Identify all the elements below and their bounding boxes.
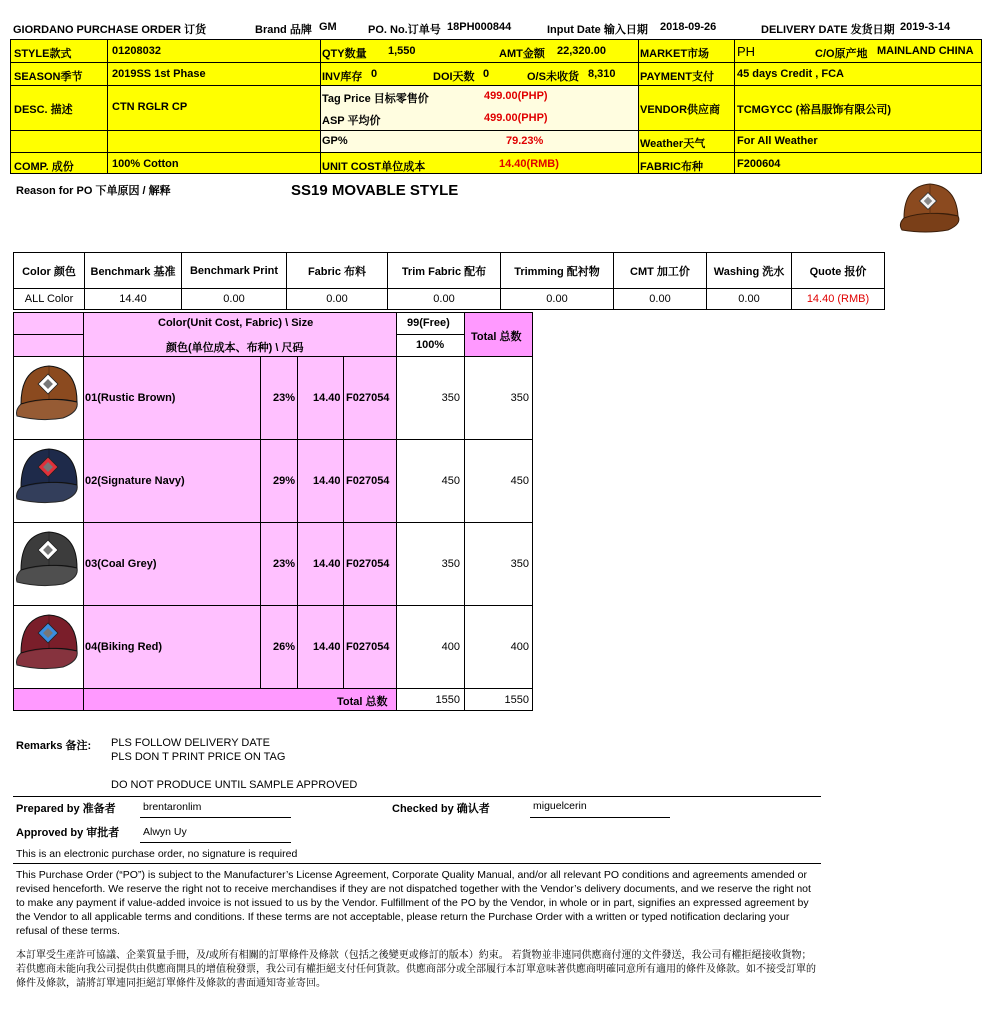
color-unit-cost: 14.40 (313, 392, 341, 404)
electronic-note: This is an electronic purchase order, no signature is required (16, 848, 298, 860)
cost-value-cell: 0.00 (388, 289, 501, 310)
cost-header-row (14, 253, 885, 289)
market-value: PH (737, 44, 756, 59)
delivery-date-label: DELIVERY DATE 发货日期 (761, 24, 895, 36)
cost-header-cell: Fabric 布料 (287, 253, 388, 289)
fabric-value: F200604 (737, 158, 781, 170)
row-total: 350 (510, 392, 529, 404)
qty-value: 1,550 (388, 45, 416, 57)
cost-header-cell: Trim Fabric 配布 (388, 253, 501, 289)
cost-value-row (14, 289, 885, 310)
desc-value: CTN RGLR CP (112, 101, 188, 113)
delivery-date-value: 2019-3-14 (900, 21, 951, 33)
gp-cell-bg (320, 130, 638, 152)
style-label: STYLE款式 (14, 48, 72, 60)
color-percent: 29% (273, 475, 296, 487)
color-fabric: F027054 (346, 475, 390, 487)
size-breakdown-table (13, 312, 533, 711)
vendor-label: VENDOR供应商 (640, 104, 721, 116)
unit-cost-label: UNIT COST单位成本 (322, 161, 426, 173)
input-date-label: Input Date 输入日期 (547, 24, 648, 36)
desc-label: DESC. 描述 (14, 104, 73, 116)
cap-thumbnail (15, 443, 81, 519)
cost-value-cell: 0.00 (501, 289, 614, 310)
size-header-cn: 颜色(单位成本、布种) \ 尺码 (166, 342, 304, 354)
product-cap-image (896, 180, 968, 238)
remarks-line-2: PLS DON T PRINT PRICE ON TAG (111, 751, 286, 763)
total-header: Total 总数 (471, 331, 522, 343)
cost-header-cell: CMT 加工价 (614, 253, 707, 289)
size-label: 99(Free) (407, 317, 450, 329)
payment-value: 45 days Credit , FCA (737, 68, 844, 80)
season-value: 2019SS 1st Phase (112, 68, 206, 80)
row-total: 450 (510, 475, 529, 487)
qty-label: QTY数量 (322, 48, 367, 60)
color-unit-cost: 14.40 (313, 641, 341, 653)
reason-label: Reason for PO 下单原因 / 解释 (16, 185, 171, 197)
quote-value-cell: 14.40 (RMB) (792, 289, 885, 310)
cap-thumbnail (15, 609, 81, 685)
color-name: 04(Biking Red) (85, 641, 163, 653)
cost-breakdown-table (13, 252, 885, 310)
inv-value: 0 (371, 68, 378, 80)
checked-value: miguelcerin (533, 800, 587, 812)
color-unit-cost: 14.40 (313, 475, 341, 487)
po-title: GIORDANO PURCHASE ORDER 订货 (13, 24, 207, 36)
legal-terms-english: This Purchase Order (“PO”) is subject to the Manufacturer’s License Agreement, Corporate Quality Manual, and/or all relevant PO conditions and agreements amended or revised henceforth. We reserve the right not to receive merchandises if they are not dispatched together with the Vendor’s delivery documents, and we reserve the right not to make any payment if value-added invoice is not issued to us by the Vendor. Fulfillment of the PO by the Vendor, in whole or in part, signifies an expressed agreement by the Vendor to all applicable terms and conditions. If these terms are not acceptable, please return the Purchase Order with a written or typed notification declaring your refusal of these terms. (16, 869, 811, 937)
grand-total-value: 1550 (504, 694, 529, 706)
po-info-grid (10, 39, 982, 174)
comp-label: COMP. 成份 (14, 161, 74, 173)
grand-total-qty: 1550 (435, 694, 460, 706)
signature-line (140, 842, 291, 843)
color-fabric: F027054 (346, 641, 390, 653)
cost-header-cell: Benchmark Print (182, 253, 287, 289)
approved-value: Alwyn Uy (143, 826, 187, 838)
legal-terms-chinese: 本訂單受生產許可協議、企業質量手冊，及/或所有相關的訂單條件及條款（包括之後變更或修訂的版本）約束。 若貨物並非連同供應商付運的文件發送，我公司有權拒絕接收貨物；若供應商未能向我公司提供由供應商開具的增值稅發票，我公司有權拒絕支付任何貨款。供應商部分或全部履行本訂單意味著供應商明確同意所有適用的條件及條款。如不接受訂單的條件及條款，請將訂單連同拒絕訂單條件及條款的書面通知寄並寄回。 (16, 950, 816, 989)
cap-thumbnail (15, 526, 81, 602)
cost-value-cell: ALL Color (14, 289, 85, 310)
signature-line (530, 817, 670, 818)
cost-header-cell: Quote 报价 (792, 253, 885, 289)
approved-label: Approved by 审批者 (16, 827, 120, 839)
origin-label: C/O原产地 (815, 48, 868, 60)
cost-header-cell: Trimming 配衬物 (501, 253, 614, 289)
size-qty: 400 (441, 641, 460, 653)
size-percent: 100% (416, 339, 445, 351)
color-unit-cost: 14.40 (313, 558, 341, 570)
cost-header-cell: Benchmark 基准 (85, 253, 182, 289)
inv-label: INV库存 (322, 71, 363, 83)
market-label: MARKET市场 (640, 48, 710, 60)
cost-value-cell: 0.00 (614, 289, 707, 310)
cost-header-cell: Color 颜色 (14, 253, 85, 289)
size-qty: 450 (441, 475, 460, 487)
cost-header-cell: Washing 洗水 (707, 253, 792, 289)
doi-label: DOI天数 (433, 71, 475, 83)
amt-label: AMT金额 (499, 48, 545, 60)
po-number-value: 18PH000844 (447, 21, 512, 33)
size-qty: 350 (441, 558, 460, 570)
color-percent: 26% (273, 641, 296, 653)
row-total: 400 (510, 641, 529, 653)
cost-value-cell: 0.00 (182, 289, 287, 310)
asp-label: ASP 平均价 (322, 115, 381, 127)
os-value: 8,310 (588, 68, 616, 80)
checked-label: Checked by 确认者 (392, 803, 490, 815)
row-total: 350 (510, 558, 529, 570)
amt-value: 22,320.00 (557, 45, 606, 57)
color-name: 03(Coal Grey) (85, 558, 157, 570)
color-fabric: F027054 (346, 558, 390, 570)
brand-value: GM (319, 21, 337, 33)
remarks-line-1: PLS FOLLOW DELIVERY DATE (111, 737, 270, 749)
payment-label: PAYMENT支付 (640, 71, 714, 83)
color-percent: 23% (273, 558, 296, 570)
asp-value: 499.00(PHP) (484, 112, 548, 124)
grand-total-label: Total 总数 (337, 696, 388, 708)
origin-value: MAINLAND CHINA (877, 45, 974, 57)
gp-value: 79.23% (506, 135, 544, 147)
brand-label: Brand 品牌 (255, 24, 312, 36)
comp-value: 100% Cotton (112, 158, 179, 170)
style-value: 01208032 (112, 45, 161, 57)
color-name: 02(Signature Navy) (85, 475, 185, 487)
tag-price-label: Tag Price 目标零售价 (322, 93, 429, 105)
divider (13, 796, 821, 797)
color-percent: 23% (273, 392, 296, 404)
cost-value-cell: 0.00 (287, 289, 388, 310)
cap-thumbnail (15, 360, 81, 436)
fabric-label: FABRIC布种 (640, 161, 703, 173)
weather-label: Weather天气 (640, 138, 706, 150)
divider (13, 863, 821, 864)
color-name: 01(Rustic Brown) (85, 392, 176, 404)
color-fabric: F027054 (346, 392, 390, 404)
remarks-line-3: DO NOT PRODUCE UNTIL SAMPLE APPROVED (111, 779, 358, 791)
doi-value: 0 (483, 68, 490, 80)
gp-label: GP% (322, 135, 348, 147)
signature-line (140, 817, 291, 818)
vendor-value: TCMGYCC (裕昌服饰有限公司) (737, 104, 891, 116)
os-label: O/S未收货 (527, 71, 579, 83)
size-header-en: Color(Unit Cost, Fabric) \ Size (158, 317, 314, 329)
season-label: SEASON季节 (14, 71, 83, 83)
cost-value-cell: 14.40 (85, 289, 182, 310)
unit-cost-value: 14.40(RMB) (499, 158, 559, 170)
prepared-value: brentaronlim (143, 801, 202, 813)
size-qty: 350 (441, 392, 460, 404)
cost-value-cell: 0.00 (707, 289, 792, 310)
weather-value: For All Weather (737, 135, 818, 147)
reason-value: SS19 MOVABLE STYLE (291, 182, 459, 199)
po-number-label: PO. No.订单号 (368, 24, 441, 36)
remarks-label: Remarks 备注: (16, 740, 92, 752)
input-date-value: 2018-09-26 (660, 21, 717, 33)
prepared-label: Prepared by 准备者 (16, 803, 116, 815)
tag-price-value: 499.00(PHP) (484, 90, 548, 102)
